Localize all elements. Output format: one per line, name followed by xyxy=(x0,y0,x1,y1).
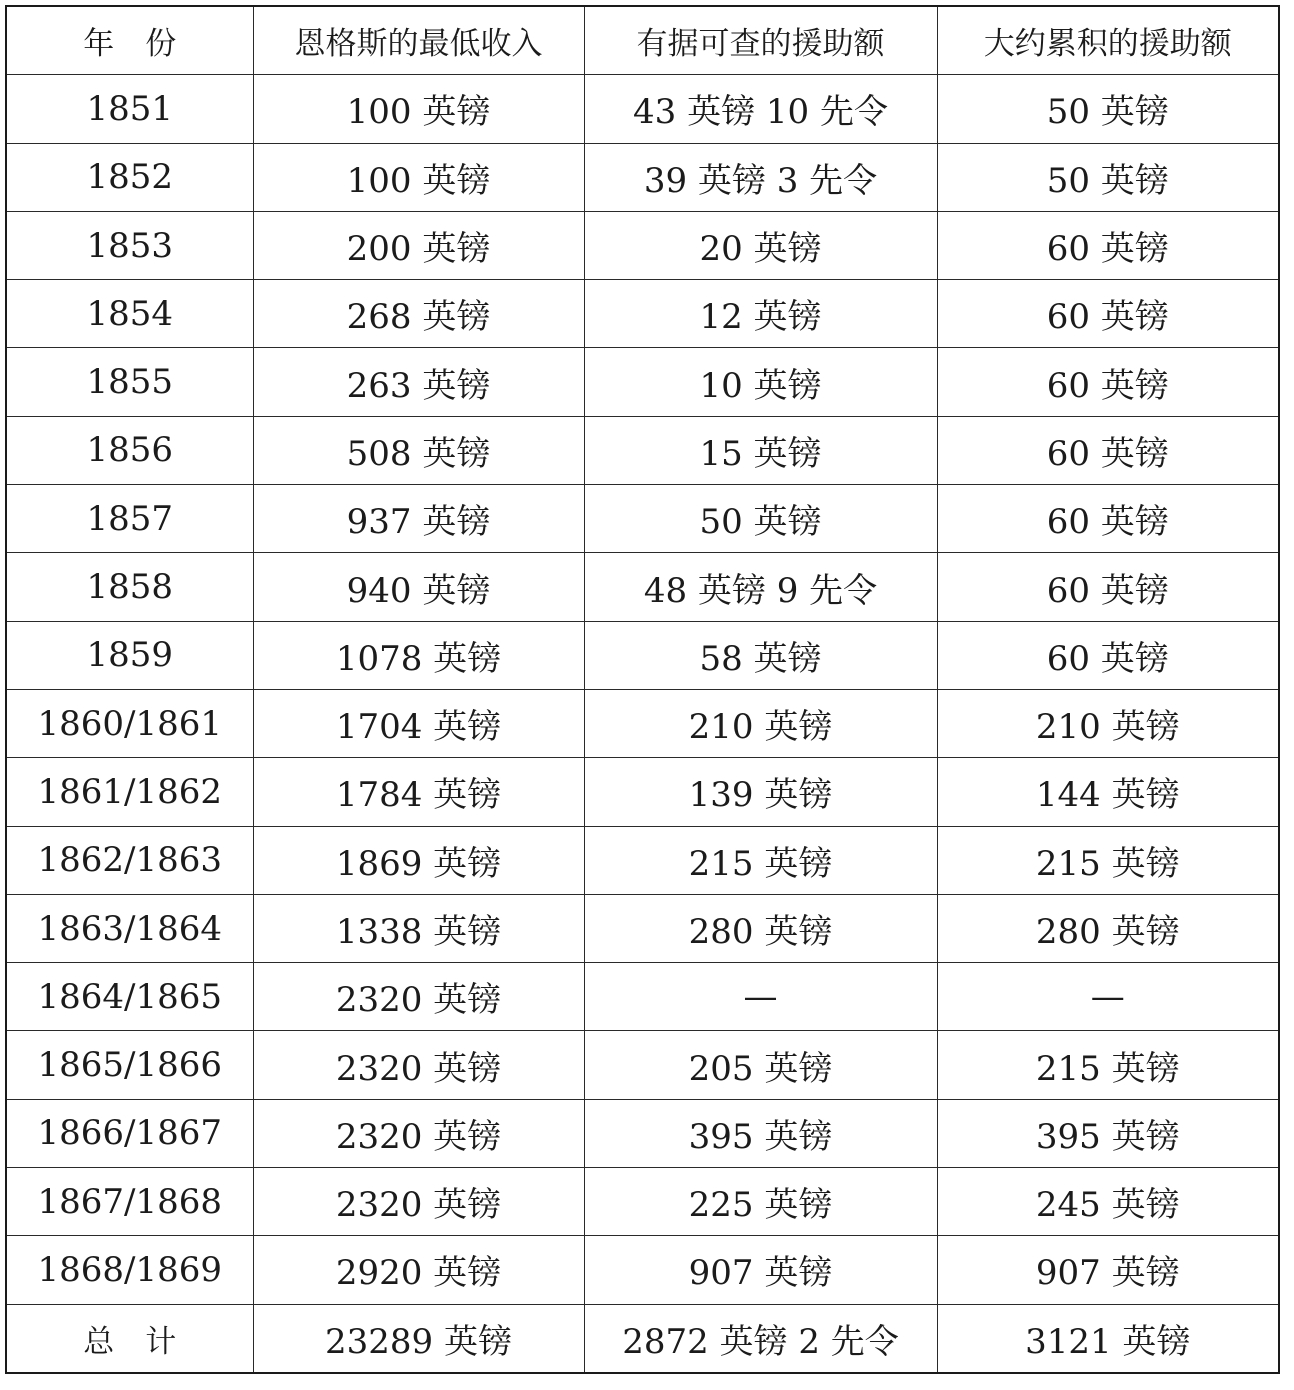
table-row xyxy=(6,826,1279,894)
estimated-cumulative-aid-cell: 245 英镑 xyxy=(937,1168,1279,1236)
engels-min-income-cell: 1784 英镑 xyxy=(253,758,584,826)
header-documented-aid: 有据可查的援助额 xyxy=(584,6,937,75)
documented-aid-cell: 12 英镑 xyxy=(584,280,937,348)
table-row xyxy=(6,485,1279,553)
engels-min-income-cell: 2320 英镑 xyxy=(253,1168,584,1236)
estimated-cumulative-aid-cell: 210 英镑 xyxy=(937,689,1279,757)
engels-min-income-cell: 2320 英镑 xyxy=(253,1099,584,1167)
total-estimated-cumulative-aid: 3121 英镑 xyxy=(937,1304,1279,1373)
estimated-cumulative-aid-cell: 395 英镑 xyxy=(937,1099,1279,1167)
engels-min-income-cell: 2320 英镑 xyxy=(253,1031,584,1099)
year-cell: 1857 xyxy=(6,485,253,553)
estimated-cumulative-aid-cell: 907 英镑 xyxy=(937,1236,1279,1304)
engels-min-income-cell: 940 英镑 xyxy=(253,553,584,621)
documented-aid-cell: 205 英镑 xyxy=(584,1031,937,1099)
table-body xyxy=(6,75,1279,1304)
year-cell: 1856 xyxy=(6,416,253,484)
year-cell: 1854 xyxy=(6,280,253,348)
engels-min-income-cell: 1869 英镑 xyxy=(253,826,584,894)
year-cell: 1867/1868 xyxy=(6,1168,253,1236)
estimated-cumulative-aid-cell: 60 英镑 xyxy=(937,621,1279,689)
engels-min-income-cell: 100 英镑 xyxy=(253,75,584,143)
year-cell: 1862/1863 xyxy=(6,826,253,894)
estimated-cumulative-aid-cell: 60 英镑 xyxy=(937,485,1279,553)
year-cell: 1853 xyxy=(6,211,253,279)
table-row xyxy=(6,758,1279,826)
documented-aid-cell: 210 英镑 xyxy=(584,689,937,757)
estimated-cumulative-aid-cell: — xyxy=(937,963,1279,1031)
table-row xyxy=(6,963,1279,1031)
table-row xyxy=(6,280,1279,348)
documented-aid-cell: 43 英镑 10 先令 xyxy=(584,75,937,143)
engels-min-income-cell: 200 英镑 xyxy=(253,211,584,279)
documented-aid-cell: 58 英镑 xyxy=(584,621,937,689)
estimated-cumulative-aid-cell: 215 英镑 xyxy=(937,1031,1279,1099)
year-cell: 1859 xyxy=(6,621,253,689)
engels-min-income-cell: 1704 英镑 xyxy=(253,689,584,757)
year-cell: 1863/1864 xyxy=(6,894,253,962)
year-cell: 1852 xyxy=(6,143,253,211)
documented-aid-cell: 215 英镑 xyxy=(584,826,937,894)
year-cell: 1866/1867 xyxy=(6,1099,253,1167)
documented-aid-cell: 50 英镑 xyxy=(584,485,937,553)
estimated-cumulative-aid-cell: 60 英镑 xyxy=(937,211,1279,279)
total-row xyxy=(6,1304,1279,1373)
total-engels-min-income: 23289 英镑 xyxy=(253,1304,584,1373)
table-row xyxy=(6,689,1279,757)
estimated-cumulative-aid-cell: 60 英镑 xyxy=(937,280,1279,348)
year-cell: 1860/1861 xyxy=(6,689,253,757)
header-engels-min-income: 恩格斯的最低收入 xyxy=(253,6,584,75)
table-row xyxy=(6,894,1279,962)
estimated-cumulative-aid-cell: 60 英镑 xyxy=(937,348,1279,416)
engels-min-income-cell: 2920 英镑 xyxy=(253,1236,584,1304)
documented-aid-cell: 39 英镑 3 先令 xyxy=(584,143,937,211)
estimated-cumulative-aid-cell: 60 英镑 xyxy=(937,416,1279,484)
documented-aid-cell: 20 英镑 xyxy=(584,211,937,279)
estimated-cumulative-aid-cell: 215 英镑 xyxy=(937,826,1279,894)
estimated-cumulative-aid-cell: 144 英镑 xyxy=(937,758,1279,826)
documented-aid-cell: 280 英镑 xyxy=(584,894,937,962)
documented-aid-cell: 10 英镑 xyxy=(584,348,937,416)
table-row xyxy=(6,1168,1279,1236)
aid-table xyxy=(5,5,1280,1374)
estimated-cumulative-aid-cell: 280 英镑 xyxy=(937,894,1279,962)
engels-min-income-cell: 508 英镑 xyxy=(253,416,584,484)
header-year: 年 份 xyxy=(6,6,253,75)
year-cell: 1858 xyxy=(6,553,253,621)
engels-min-income-cell: 1338 英镑 xyxy=(253,894,584,962)
documented-aid-cell: 225 英镑 xyxy=(584,1168,937,1236)
engels-min-income-cell: 937 英镑 xyxy=(253,485,584,553)
total-documented-aid: 2872 英镑 2 先令 xyxy=(584,1304,937,1373)
year-cell: 1851 xyxy=(6,75,253,143)
engels-min-income-cell: 2320 英镑 xyxy=(253,963,584,1031)
year-cell: 1855 xyxy=(6,348,253,416)
header-estimated-cumulative-aid: 大约累积的援助额 xyxy=(937,6,1279,75)
table-row xyxy=(6,553,1279,621)
table-row xyxy=(6,143,1279,211)
estimated-cumulative-aid-cell: 50 英镑 xyxy=(937,143,1279,211)
year-cell: 1868/1869 xyxy=(6,1236,253,1304)
table-row xyxy=(6,1099,1279,1167)
engels-min-income-cell: 100 英镑 xyxy=(253,143,584,211)
table-row xyxy=(6,348,1279,416)
documented-aid-cell: 139 英镑 xyxy=(584,758,937,826)
header-row xyxy=(6,6,1279,75)
documented-aid-cell: — xyxy=(584,963,937,1031)
table-row xyxy=(6,1236,1279,1304)
engels-min-income-cell: 268 英镑 xyxy=(253,280,584,348)
table-row xyxy=(6,1031,1279,1099)
documented-aid-cell: 395 英镑 xyxy=(584,1099,937,1167)
estimated-cumulative-aid-cell: 50 英镑 xyxy=(937,75,1279,143)
total-label: 总 计 xyxy=(6,1304,253,1373)
aid-table-container xyxy=(5,5,1280,1374)
estimated-cumulative-aid-cell: 60 英镑 xyxy=(937,553,1279,621)
documented-aid-cell: 48 英镑 9 先令 xyxy=(584,553,937,621)
table-row xyxy=(6,621,1279,689)
documented-aid-cell: 15 英镑 xyxy=(584,416,937,484)
engels-min-income-cell: 263 英镑 xyxy=(253,348,584,416)
year-cell: 1864/1865 xyxy=(6,963,253,1031)
table-row xyxy=(6,211,1279,279)
table-row xyxy=(6,75,1279,143)
year-cell: 1865/1866 xyxy=(6,1031,253,1099)
year-cell: 1861/1862 xyxy=(6,758,253,826)
table-row xyxy=(6,416,1279,484)
engels-min-income-cell: 1078 英镑 xyxy=(253,621,584,689)
documented-aid-cell: 907 英镑 xyxy=(584,1236,937,1304)
